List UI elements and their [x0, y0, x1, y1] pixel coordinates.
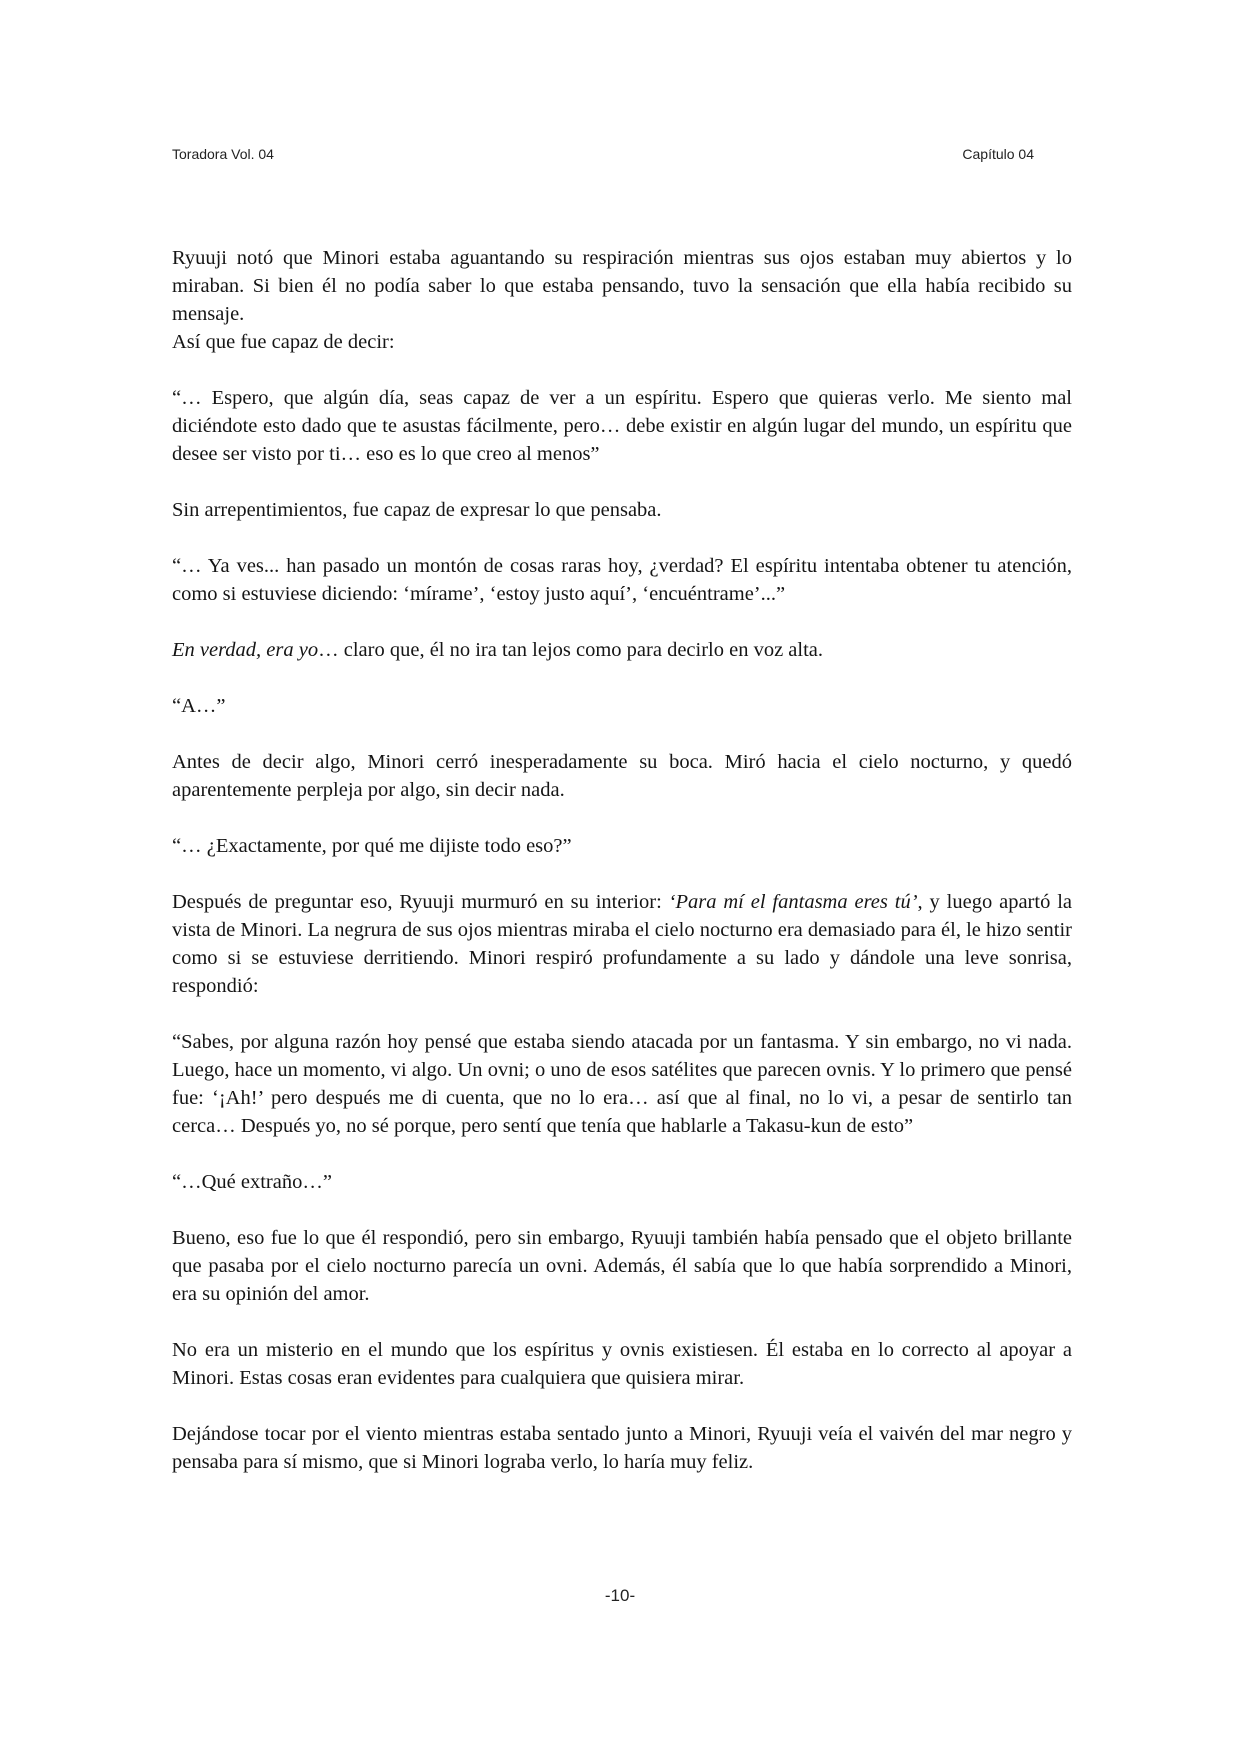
paragraph-text: , y luego apartó la vista de Minori. La negrura de sus ojos mientras miraba el cielo nocturno era demasiado para él, le hizo sentir como si se estuviese derritiendo. Minori respiró profundamente a su lado y dándole una leve sonrisa, respondió:	[172, 891, 1072, 997]
paragraph: Así que fue capaz de decir:	[172, 331, 395, 353]
header-chapter: Capítulo 04	[962, 146, 1034, 162]
paragraph: “… Espero, que algún día, seas capaz de ver a un espíritu. Espero que quieras verlo. Me siento mal diciéndote esto dado que te asustas fácilmente, pero… debe existir en algún lugar del mundo, un espíritu que desee ser visto por ti… eso es lo que creo al menos”	[172, 387, 1072, 465]
paragraph: No era un misterio en el mundo que los espíritus y ovnis existiesen. Él estaba en lo correcto al apoyar a Minori. Estas cosas eran evidentes para cualquiera que quisiera mirar.	[172, 1339, 1072, 1389]
body-text	[172, 244, 1072, 1504]
paragraph	[172, 636, 1072, 664]
paragraph: Bueno, eso fue lo que él respondió, pero sin embargo, Ryuuji también había pensado que el objeto brillante que pasaba por el cielo nocturno parecía un ovni. Además, él sabía que lo que había sorprendido a Minori, era su opinión del amor.	[172, 1227, 1072, 1305]
paragraph: “… ¿Exactamente, por qué me dijiste todo eso?”	[172, 835, 572, 857]
header-book-title: Toradora Vol. 04	[172, 146, 274, 162]
paragraph: “Sabes, por alguna razón hoy pensé que estaba siendo atacada por un fantasma. Y sin embargo, no vi nada. Luego, hace un momento, vi algo. Un ovni; o uno de esos satélites que parecen ovnis. Y lo primero que pensé fue: ‘¡Ah!’ pero después me di cuenta, que no lo era… así que al final, no lo vi, a pesar de sentirlo tan cerca… Después yo, no sé porque, pero sentí que tenía que hablarle a Takasu-kun de esto”	[172, 1031, 1072, 1137]
italic-thought: ‘Para mí el fantasma eres tú’	[668, 891, 918, 913]
paragraph: Dejándose tocar por el viento mientras estaba sentado junto a Minori, Ryuuji veía el vaivén del mar negro y pensaba para sí mismo, que si Minori lograba verlo, lo haría muy feliz.	[172, 1423, 1072, 1473]
paragraph: “A…”	[172, 695, 226, 717]
paragraph: Antes de decir algo, Minori cerró inesperadamente su boca. Miró hacia el cielo nocturno, y quedó aparentemente perpleja por algo, sin decir nada.	[172, 751, 1072, 801]
paragraph: Sin arrepentimientos, fue capaz de expresar lo que pensaba.	[172, 499, 662, 521]
paragraph: Ryuuji notó que Minori estaba aguantando su respiración mientras sus ojos estaban muy abiertos y lo miraban. Si bien él no podía saber lo que estaba pensando, tuvo la sensación que ella había recibido su mensaje.	[172, 247, 1072, 325]
page-number: -10-	[604, 1586, 636, 1605]
paragraph: “… Ya ves... han pasado un montón de cosas raras hoy, ¿verdad? El espíritu intentaba obtener tu atención, como si estuviese diciendo: ‘mírame’, ‘estoy justo aquí’, ‘encuéntrame’...”	[172, 555, 1072, 605]
paragraph	[172, 888, 1072, 1000]
paragraph: “…Qué extraño…”	[172, 1171, 332, 1193]
italic-thought: En verdad, era yo	[172, 639, 319, 661]
paragraph-text: … claro que, él no ira tan lejos como para decirlo en voz alta.	[318, 639, 824, 661]
running-header	[172, 146, 1034, 170]
paragraph-text: Después de preguntar eso, Ryuuji murmuró en su interior:	[172, 891, 669, 913]
